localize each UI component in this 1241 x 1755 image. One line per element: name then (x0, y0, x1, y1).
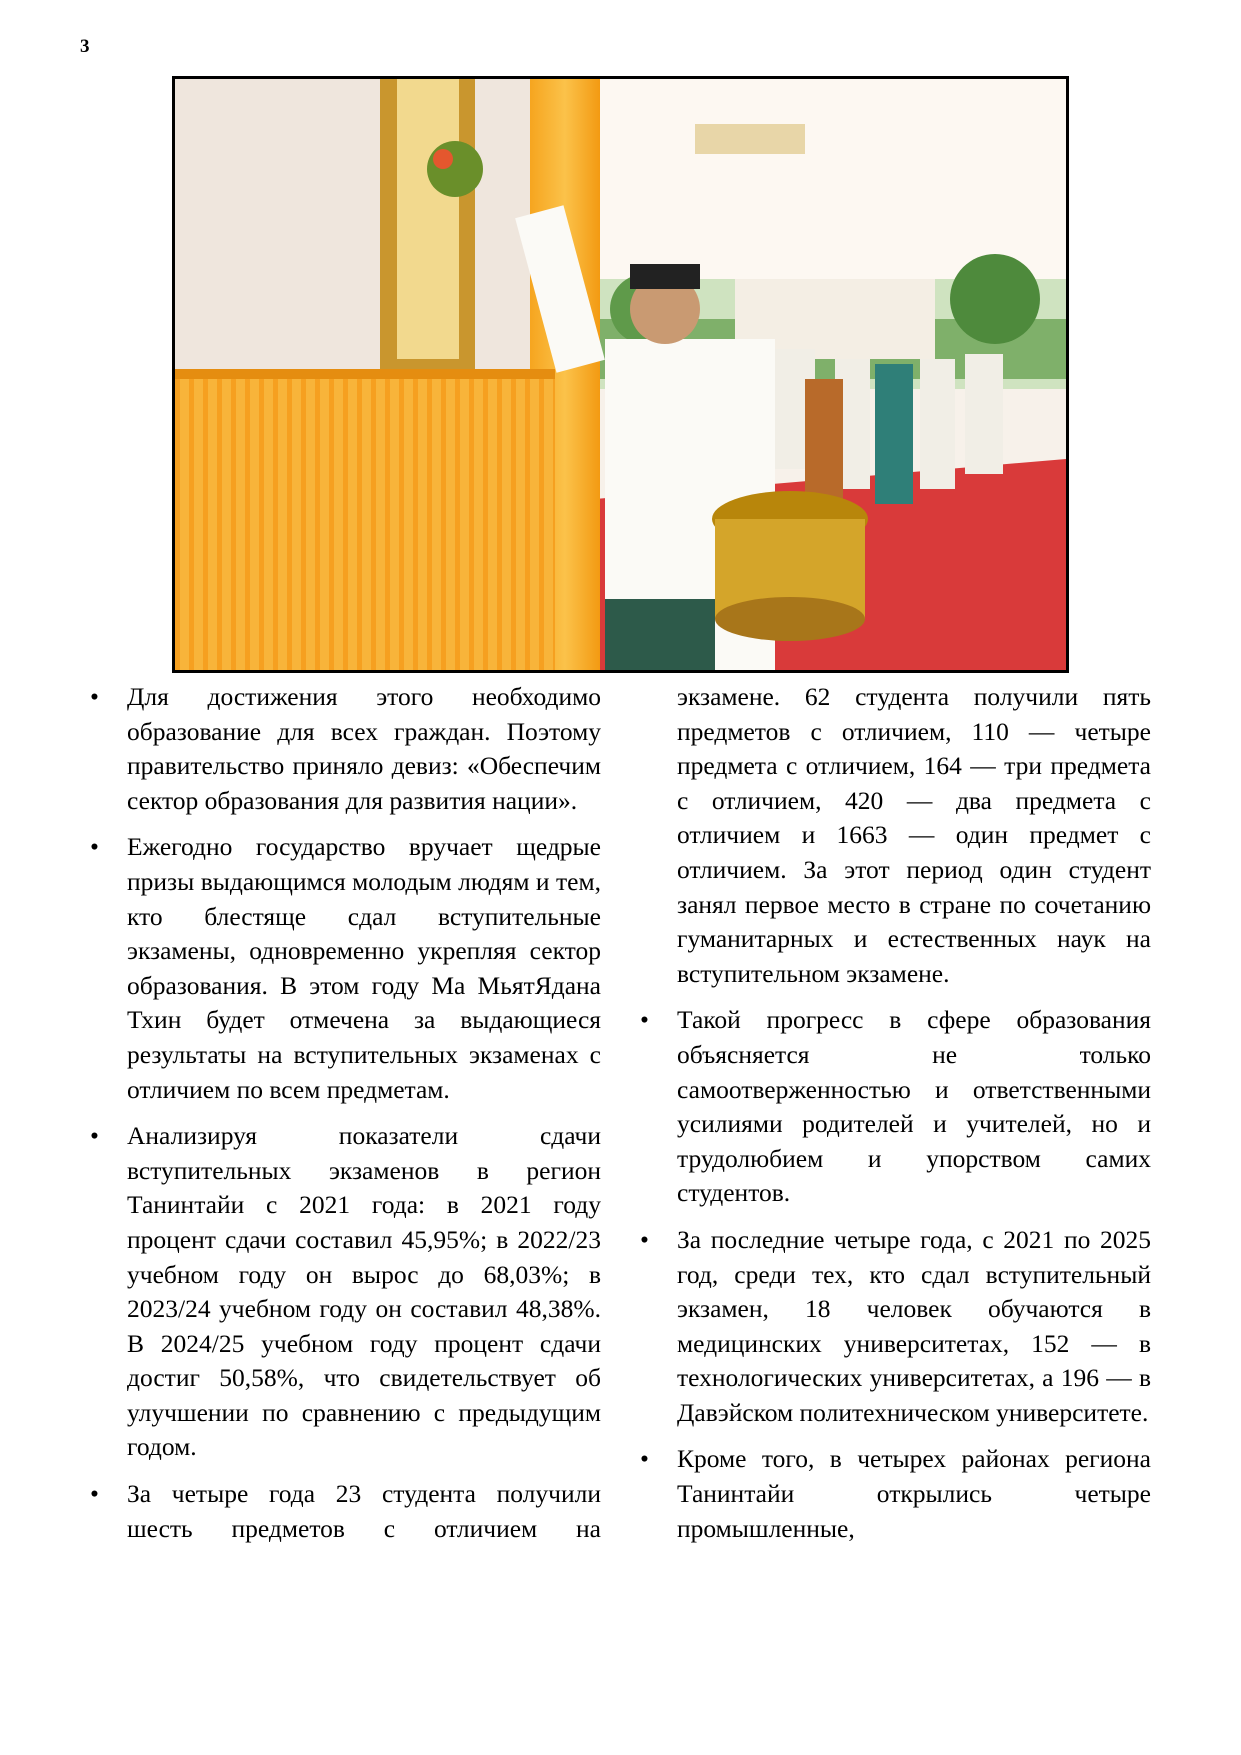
bullet-icon: • (90, 1121, 99, 1151)
list-item (90, 830, 601, 1107)
paragraph: Кроме того, в четырех районах региона Танинтайи открылись четыре промышленные, (677, 1444, 1151, 1543)
list-item (640, 1442, 1151, 1546)
page-number: 3 (80, 36, 90, 57)
bullet-icon: • (90, 682, 99, 711)
list-item (640, 1223, 1151, 1431)
photo-illustration (175, 79, 1066, 670)
paragraph: За четыре года 23 студента получили шесть предметов с отличием на (127, 1479, 601, 1543)
bullet-icon: • (90, 1479, 99, 1509)
bullet-icon: • (640, 1444, 649, 1474)
list-item (640, 1003, 1151, 1211)
photo-ceremony (172, 76, 1069, 673)
paragraph: Анализируя показатели сдачи вступительных экзаменов в регион Танинтайи с 2021 года: в 2021 году процент сдачи составил 45,95%; в 2022/23 учебном году он вырос до 68,03%; в 2023/24 учебном году он составил 48,38%. В 2024/25 учебном году процент сдачи достиг 50,58%, что свидетельствует об улучшении по сравнению с предыдущим годом. (127, 1121, 601, 1462)
paragraph: За последние четыре года, с 2021 по 2025 год, среди тех, кто сдал вступительный экзамен, 18 человек обучаются в медицинских университетах, 152 — в технологических университетах, а 196 — в Давэйском политехническом университете. (677, 1224, 1151, 1427)
right-column (640, 680, 1151, 1558)
paragraph: Ежегодно государство вручает щедрые призы выдающимся молодым людям и тем, кто блестяще сдал вступительные экзамены, одновременно укрепляя сектор образования. В этом году Ма МьятЯдана Тхин будет отмечена за выдающиеся результаты на вступительных экзаменах с отличием по всем предметам. (127, 832, 601, 1104)
list-item (90, 1119, 601, 1465)
list-item (90, 680, 601, 818)
paragraph: Для достижения этого необходимо образование для всех граждан. Поэтому правительство приняло девиз: «Обеспечим сектор образования для развития нации». (127, 682, 601, 815)
left-column (90, 680, 601, 1558)
list-item (90, 1477, 601, 1546)
paragraph: экзамене. 62 студента получили пять предметов с отличием, 110 — четыре предмета с отличием, 164 — три предмета с отличием, 420 — два предмета с отличием и 1663 — один предмет с отличием. За этот период один студент занял первое место в стране по сочетанию гуманитарных и естественных наук на вступительном экзамене. (677, 682, 1151, 988)
bullet-icon: • (90, 832, 99, 862)
bullet-icon: • (640, 1005, 649, 1035)
paragraph-continuation (640, 680, 1151, 991)
paragraph: Такой прогресс в сфере образования объясняется не только самоотверженностью и ответственными усилиями родителей и учителей, но и трудолюбием и упорством самих студентов. (677, 1005, 1151, 1208)
bullet-icon: • (640, 1224, 649, 1254)
